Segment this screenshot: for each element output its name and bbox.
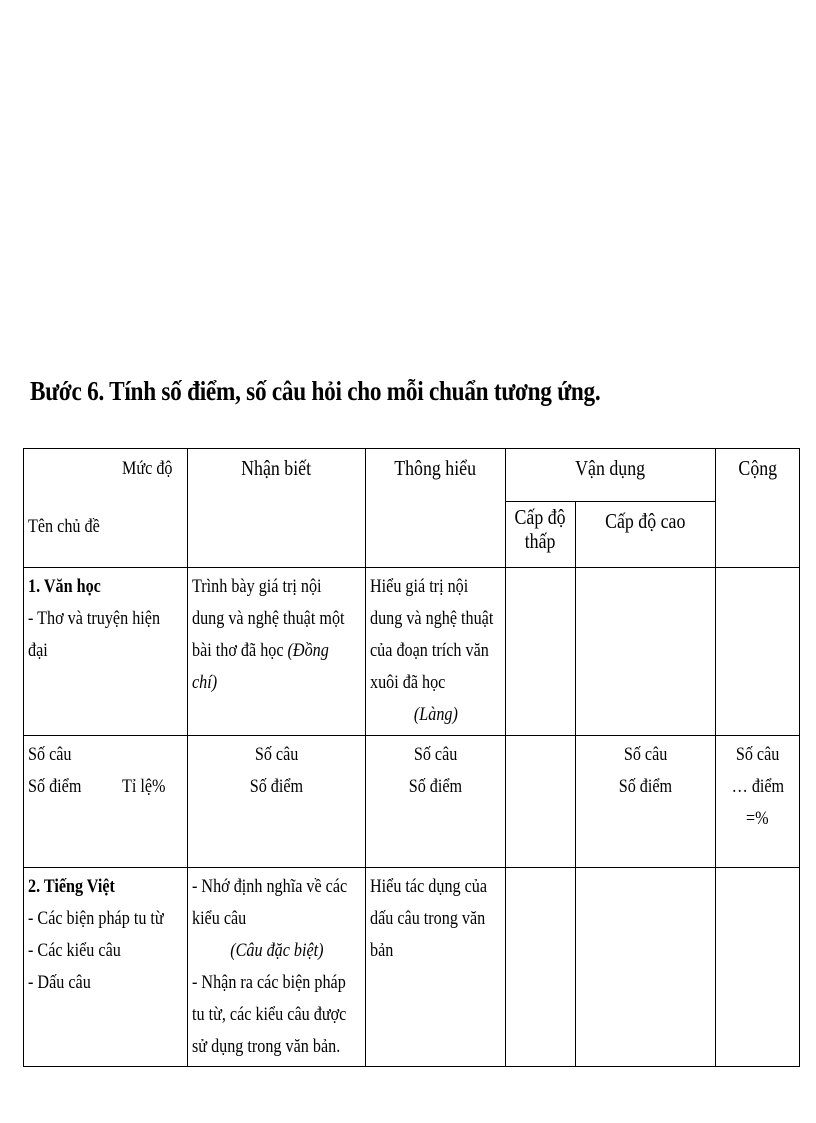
page-title: Bước 6. Tính số điểm, số câu hỏi cho mỗi chuẩn tương ứng. (30, 376, 601, 406)
topic-tieng-viet-cell: 2. Tiếng Việt - Các biện pháp tu từ - Các kiểu câu - Dấu câu (24, 868, 188, 1067)
header-thong-hieu: Thông hiểu (366, 449, 506, 568)
nhan-biet-tieng-viet-cell: - Nhớ định nghĩa về các kiểu câu (Câu đặc biệt) - Nhận ra các biện pháp tu từ, các kiểu câu được sử dụng trong văn bản. (188, 868, 366, 1067)
header-cap-do-thap: Cấp độ thấp (506, 502, 576, 568)
cap-do-thap-tieng-viet-cell (506, 868, 576, 1067)
header-topic-label: Tên chủ đề (28, 516, 100, 537)
table-row-tieng-viet (24, 868, 800, 1067)
header-nhan-biet: Nhận biết (188, 449, 366, 568)
header-cong: Cộng (716, 449, 800, 568)
cong-tieng-viet-cell (716, 868, 800, 1067)
thong-hieu-van-hoc-cell: Hiểu giá trị nội dung và nghệ thuật của đoạn trích văn xuôi đã học (Làng) (366, 568, 506, 736)
table-row-van-hoc (24, 568, 800, 736)
so-cau-cap-do-cao-cell: Số câu Số điểm (576, 736, 716, 868)
so-cau-cong-cell: Số câu … điểm =% (716, 736, 800, 868)
cap-do-cao-van-hoc-cell (576, 568, 716, 736)
cap-do-thap-van-hoc-cell (506, 568, 576, 736)
table-row-so-cau (24, 736, 800, 868)
so-cau-thong-hieu-cell: Số câu Số điểm (366, 736, 506, 868)
header-cap-do-cao: Cấp độ cao (576, 502, 716, 568)
matrix-table (23, 448, 800, 1067)
nhan-biet-van-hoc-cell: Trình bày giá trị nội dung và nghệ thuật một bài thơ đã học (Đồng chí) (188, 568, 366, 736)
thong-hieu-tieng-viet-cell: Hiểu tác dụng của dấu câu trong văn bản (366, 868, 506, 1067)
cong-van-hoc-cell (716, 568, 800, 736)
so-cau-nhan-biet-cell: Số câu Số điểm (188, 736, 366, 868)
header-van-dung: Vận dụng (506, 449, 716, 502)
header-topic-level-cell (24, 449, 188, 568)
cap-do-cao-tieng-viet-cell (576, 868, 716, 1067)
so-cau-label-cell: Số câu Số điểm Tỉ lệ% (24, 736, 188, 868)
header-level-label: Mức độ (121, 458, 173, 479)
topic-van-hoc-cell: 1. Văn học - Thơ và truyện hiện đại (24, 568, 188, 736)
so-cau-cap-do-thap-cell (506, 736, 576, 868)
